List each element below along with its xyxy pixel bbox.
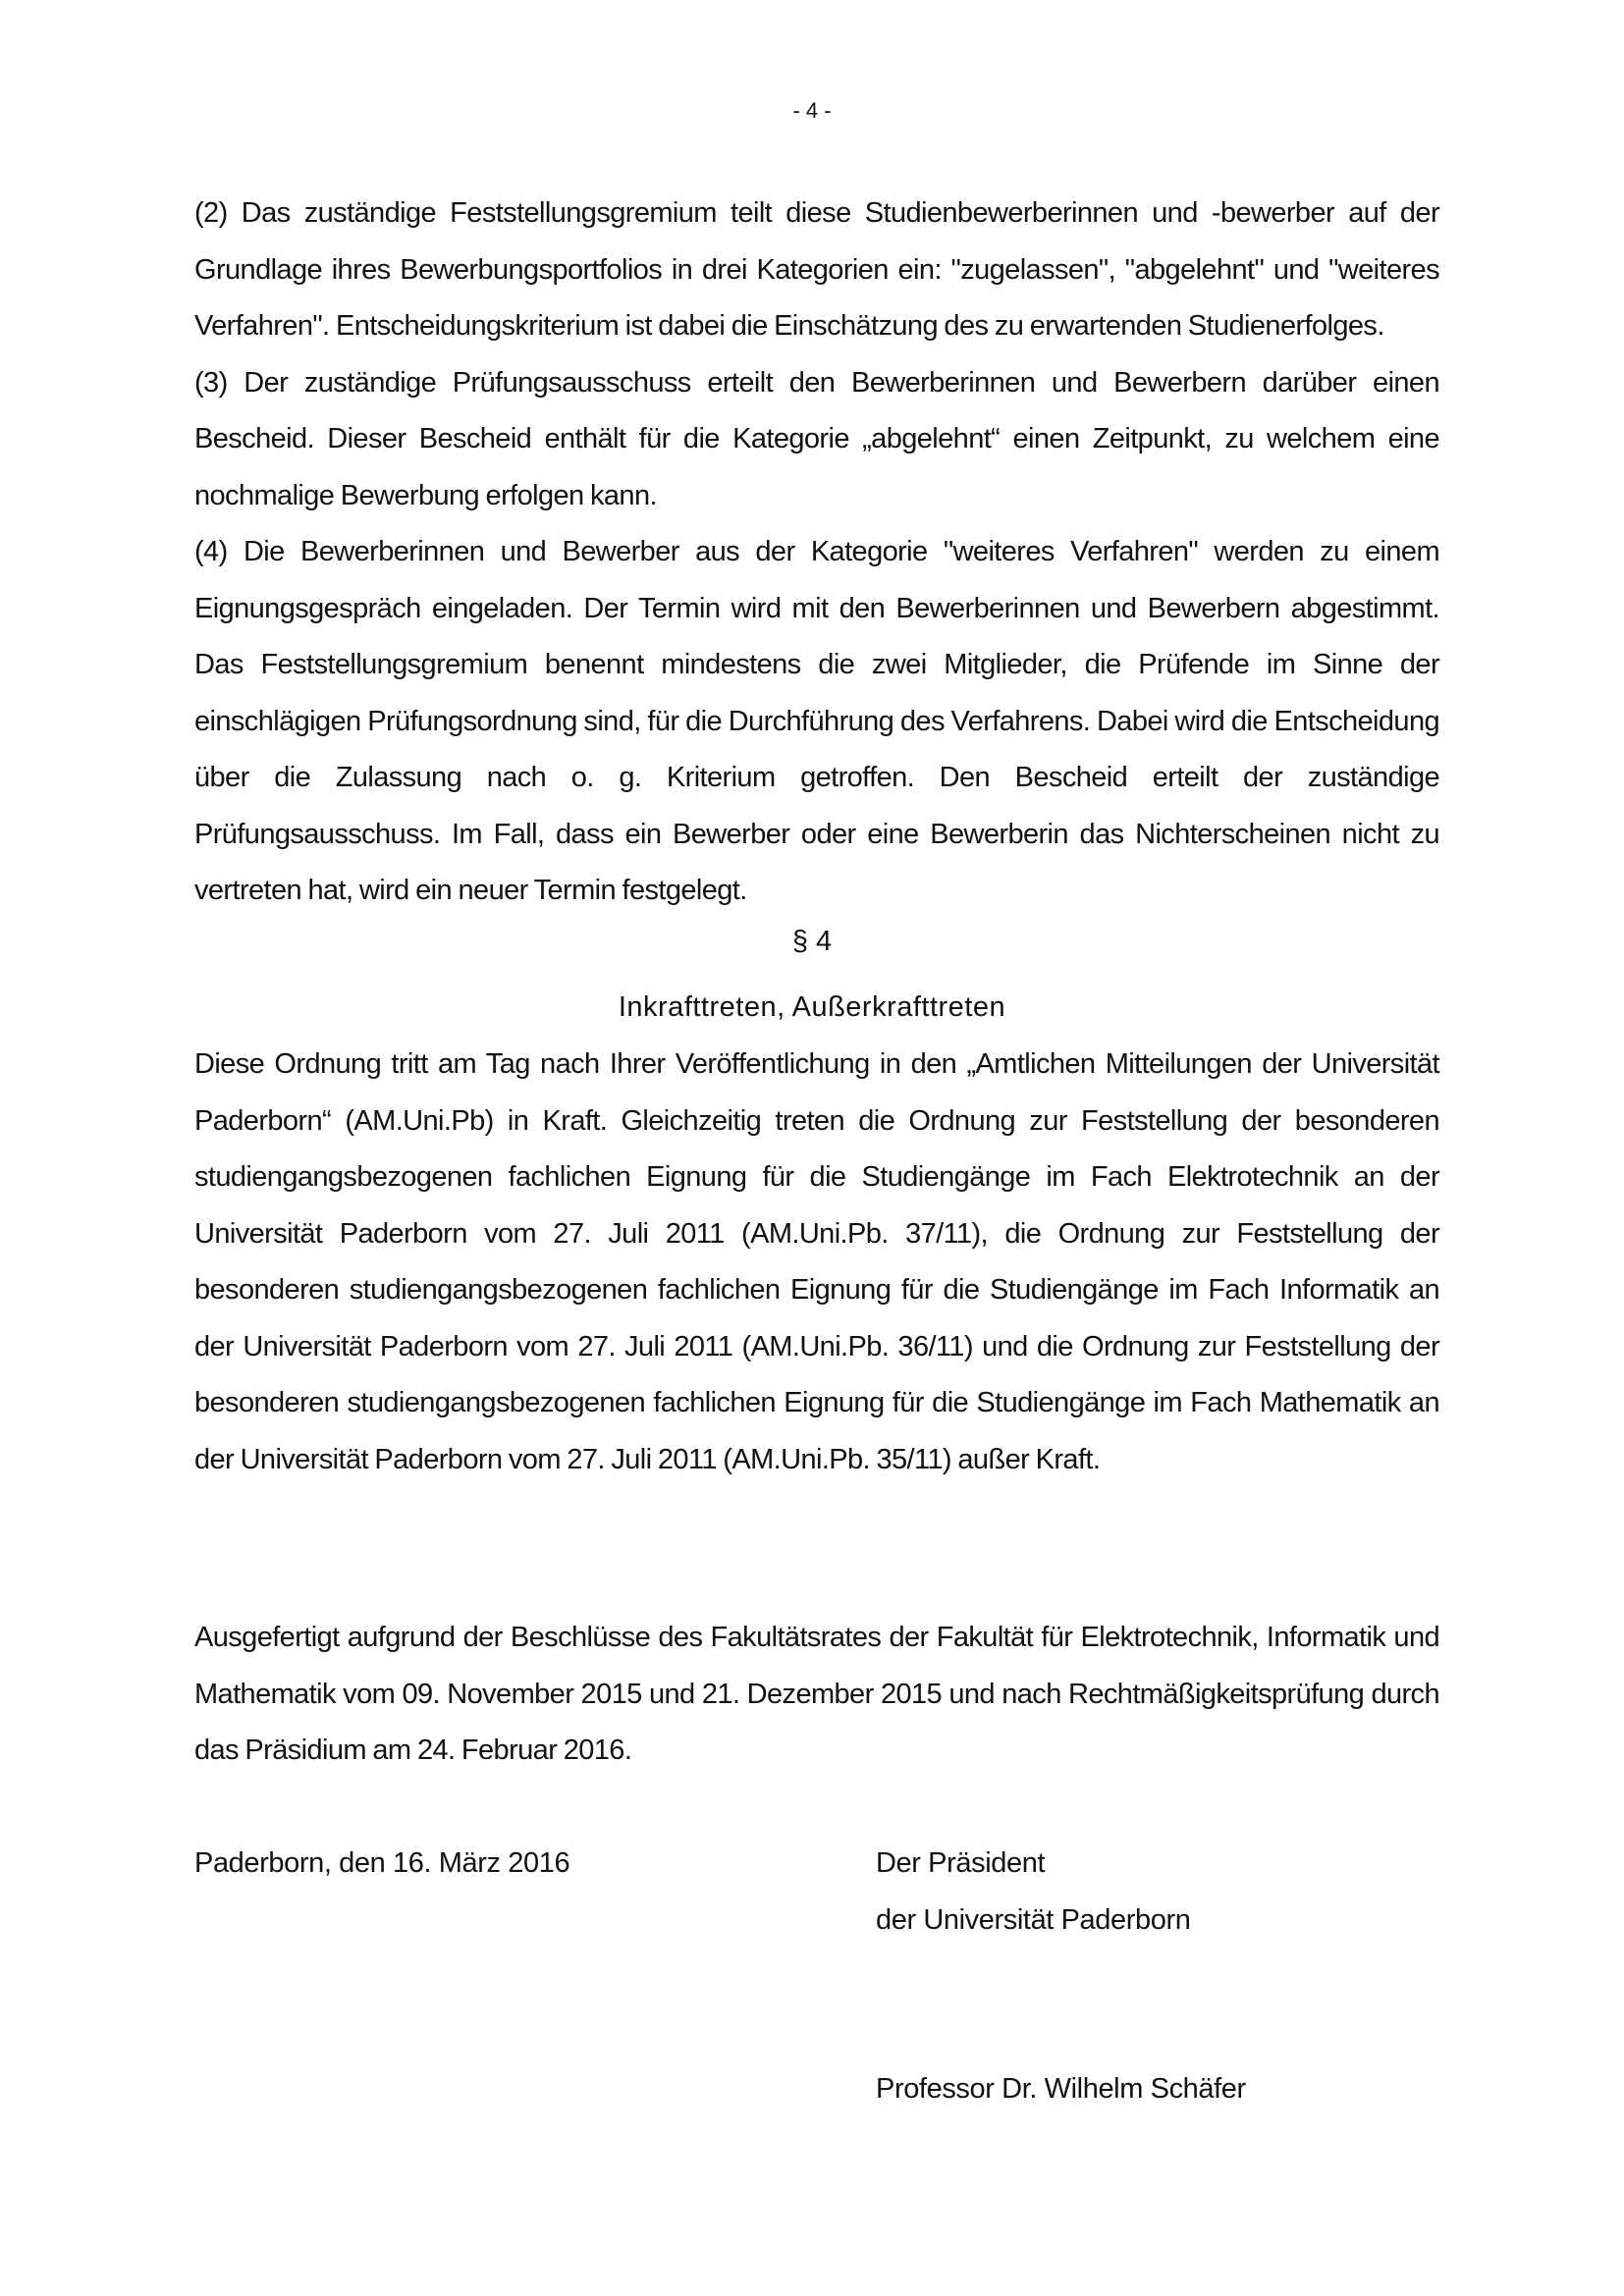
section-4-mark: § 4 (791, 926, 833, 957)
section-4-paragraph: Diese Ordnung tritt am Tag nach Ihrer Veröffentlichung in den „Amtlichen Mitteilungen der Universität Paderborn“ (AM.Uni.Pb) in Kraft. Gleichzeitig treten die Ordnung zur Feststellung der besonderen studiengangsbezogenen fachlichen Eignung für die Studiengänge im Fach Elektrotechnik an der Universität Paderborn vom 27. Juli 2011 (AM.Uni.Pb. 37/11), die Ordnung zur Feststellung der besonderen studiengangsbezogenen fachlichen Eignung für die Studiengänge im Fach Informatik an der Universität Paderborn vom 27. Juli 2011 (AM.Uni.Pb. 36/11) und die Ordnung zur Feststellung der besonderen studiengangsbezogenen fachlichen Eignung für die Studiengänge im Fach Mathematik an der Universität Paderborn vom 27. Juli 2011 (AM.Uni.Pb. 35/11) außer Kraft. (194, 1048, 1439, 1475)
signatory-name: Professor Dr. Wilhelm Schäfer (876, 2073, 1246, 2105)
section-4-title: Inkrafttreten, Außerkrafttreten (618, 991, 1006, 1023)
ausgefertigt-block (194, 1610, 1439, 1780)
paragraph-4: (4) Die Bewerberinnen und Bewerber aus der Kategorie "weiteres Verfahren" werden zu einem Eignungsgespräch eingeladen. Der Termin wird mit den Bewerberinnen und Bewerbern abgestimmt. Das Feststellungsgremium benennt mindestens die zwei Mitglieder, die Prüfende im Sinne der einschlägigen Prüfungsordnung sind, für die Durchführung des Verfahrens. Dabei wird die Entscheidung über die Zulassung nach o. g. Kriterium getroffen. Den Bescheid erteilt der zuständige Prüfungsausschuss. Im Fall, dass ein Bewerber oder eine Bewerberin das Nichterscheinen nicht zu vertreten hat, wird ein neuer Termin festgelegt. (194, 536, 1439, 906)
university-name: der Universität Paderborn (876, 1904, 1191, 1936)
page-number: - 4 - (792, 98, 832, 123)
paragraphs-2-to-4 (194, 186, 1439, 920)
ausgefertigt-paragraph: Ausgefertigt aufgrund der Beschlüsse des Fakultätsrates der Fakultät für Elektrotechnik, Informatik und Mathematik vom 09. November 2015 und 21. Dezember 2015 und nach Rechtmäßigkeitsprüfung durch das Präsidium am 24. Februar 2016. (194, 1622, 1439, 1766)
place-date: Paderborn, den 16. März 2016 (194, 1847, 570, 1879)
paragraph-3: (3) Der zuständige Prüfungsausschuss erteilt den Bewerberinnen und Bewerbern darüber einen Bescheid. Dieser Bescheid enthält für die Kategorie „abgelehnt“ einen Zeitpunkt, zu welchem eine nochmalige Bewerbung erfolgen kann. (194, 366, 1439, 511)
section-4-body (194, 1037, 1439, 1488)
paragraph-2: (2) Das zuständige Feststellungsgremium teilt diese Studienbewerberinnen und -bewerber auf der Grundlage ihres Bewerbungsportfolios in drei Kategorien ein: "zugelassen", "abgelehnt" und "weiteres Verfahren". Entscheidungskriterium ist dabei die Einschätzung des zu erwartenden Studienerfolges. (194, 197, 1439, 342)
president-title: Der Präsident (876, 1847, 1046, 1879)
